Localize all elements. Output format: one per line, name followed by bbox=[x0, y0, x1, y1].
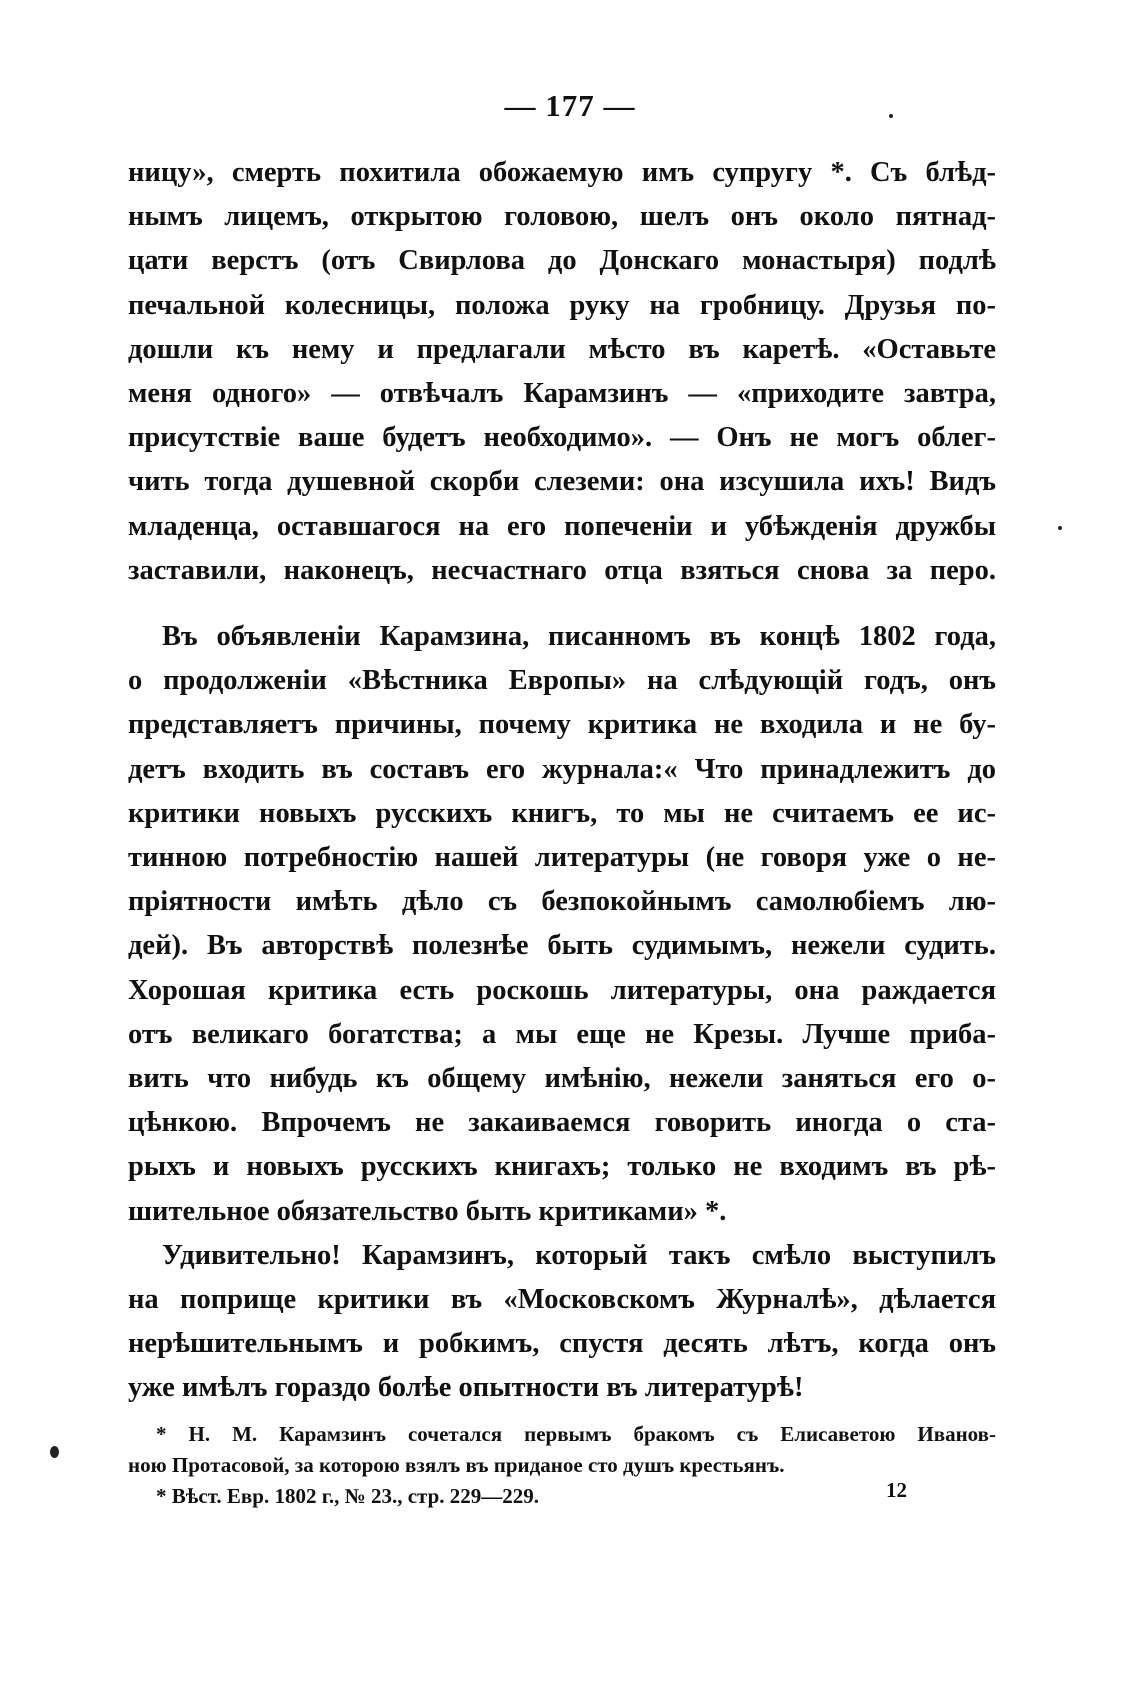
ink-speck bbox=[50, 1446, 59, 1458]
text-line: нерѣшительнымъ и робкимъ, спустя десять лѣтъ, когда онъ bbox=[128, 1328, 996, 1360]
text-line: дей). Въ авторствѣ полезнѣе быть судимымъ, нежели судить. bbox=[128, 930, 996, 962]
footnote-line: * Н. М. Карамзинъ сочетался первымъ бракомъ съ Елисаветою Иванов- bbox=[156, 1422, 996, 1446]
ink-speck bbox=[1058, 526, 1062, 530]
text-line: тинною потребностію нашей литературы (не говоря уже о не- bbox=[128, 842, 996, 874]
paragraph-continuation bbox=[128, 151, 996, 593]
text-line: детъ входить въ составъ его журнала:« Что принадлежитъ до bbox=[128, 753, 996, 785]
text-line: цѣнкою. Впрочемъ не закаиваемся говорить иногда о ста- bbox=[128, 1107, 996, 1139]
paragraph-conclusion bbox=[128, 1234, 996, 1411]
footnotes bbox=[128, 1419, 996, 1512]
text-line: присутствіе ваше будетъ необходимо». — Онъ не могъ облег- bbox=[128, 422, 996, 454]
text-line: Хорошая критика есть роскошь литературы, она раждается bbox=[128, 974, 996, 1006]
text-line: вить что нибудь къ общему имѣнію, нежели заняться его о- bbox=[128, 1063, 996, 1095]
page-number: — 177 — bbox=[504, 88, 636, 123]
ink-speck bbox=[889, 114, 893, 118]
text-line: ницу», смерть похитила обожаемую имъ супругу *. Съ блѣд- bbox=[128, 157, 996, 188]
text-line: шительное обязательство быть критиками» *. bbox=[128, 1195, 727, 1227]
text-line: рыхъ и новыхъ русскихъ книгахъ; только не входимъ въ рѣ- bbox=[128, 1151, 996, 1183]
text-line: меня одного» — отвѣчалъ Карамзинъ — «приходите завтра, bbox=[128, 378, 996, 410]
text-line: пріятности имѣть дѣло съ безпокойнымъ самолюбіемъ лю- bbox=[128, 886, 996, 918]
text-line: заставили, наконецъ, несчастнаго отца взяться снова за перо. bbox=[128, 554, 996, 586]
text-line: представляетъ причины, почему критика не входила и не бу- bbox=[128, 709, 996, 741]
text-line: печальной колесницы, положа руку на гробницу. Друзья по- bbox=[128, 289, 996, 321]
text-line: Въ объявленіи Карамзина, писанномъ въ концѣ 1802 года, bbox=[162, 621, 996, 652]
footnote-line: * Вѣст. Евр. 1802 г., № 23., стр. 229—229. bbox=[156, 1484, 540, 1508]
paragraph-announcement bbox=[128, 615, 996, 1234]
signature-mark: 12 bbox=[886, 1478, 907, 1502]
text-line: Удивительно! Карамзинъ, который такъ смѣло выступилъ bbox=[162, 1239, 996, 1271]
text-line: дошли къ нему и предлагали мѣсто въ каретѣ. «Оставьте bbox=[128, 333, 996, 365]
main-text bbox=[128, 615, 996, 1411]
footnote-line: ною Протасовой, за которою взялъ въ приданое сто душъ крестьянъ. bbox=[128, 1453, 785, 1477]
text-line: о продолженіи «Вѣстника Европы» на слѣдующій годъ, онъ bbox=[128, 665, 996, 697]
text-line: отъ великаго богатства; а мы еще не Крезы. Лучше приба- bbox=[128, 1018, 996, 1050]
text-line: критики новыхъ русскихъ книгъ, то мы не считаемъ ее ис- bbox=[128, 797, 996, 829]
text-line: на поприще критики въ «Московскомъ Журналѣ», дѣлается bbox=[128, 1284, 996, 1316]
text-line: младенца, оставшагося на его попеченіи и убѣжденія дружбы bbox=[128, 510, 996, 542]
text-line: нымъ лицемъ, открытою головою, шелъ онъ около пятнад- bbox=[128, 201, 996, 233]
text-line: чить тогда душевной скорби слеземи: она изсушила ихъ! Видъ bbox=[128, 466, 996, 498]
text-line: уже имѣлъ гораздо болѣе опытности въ литературѣ! bbox=[128, 1372, 804, 1404]
text-line: цати верстъ (отъ Свирлова до Донскаго монастыря) подлѣ bbox=[128, 245, 996, 277]
